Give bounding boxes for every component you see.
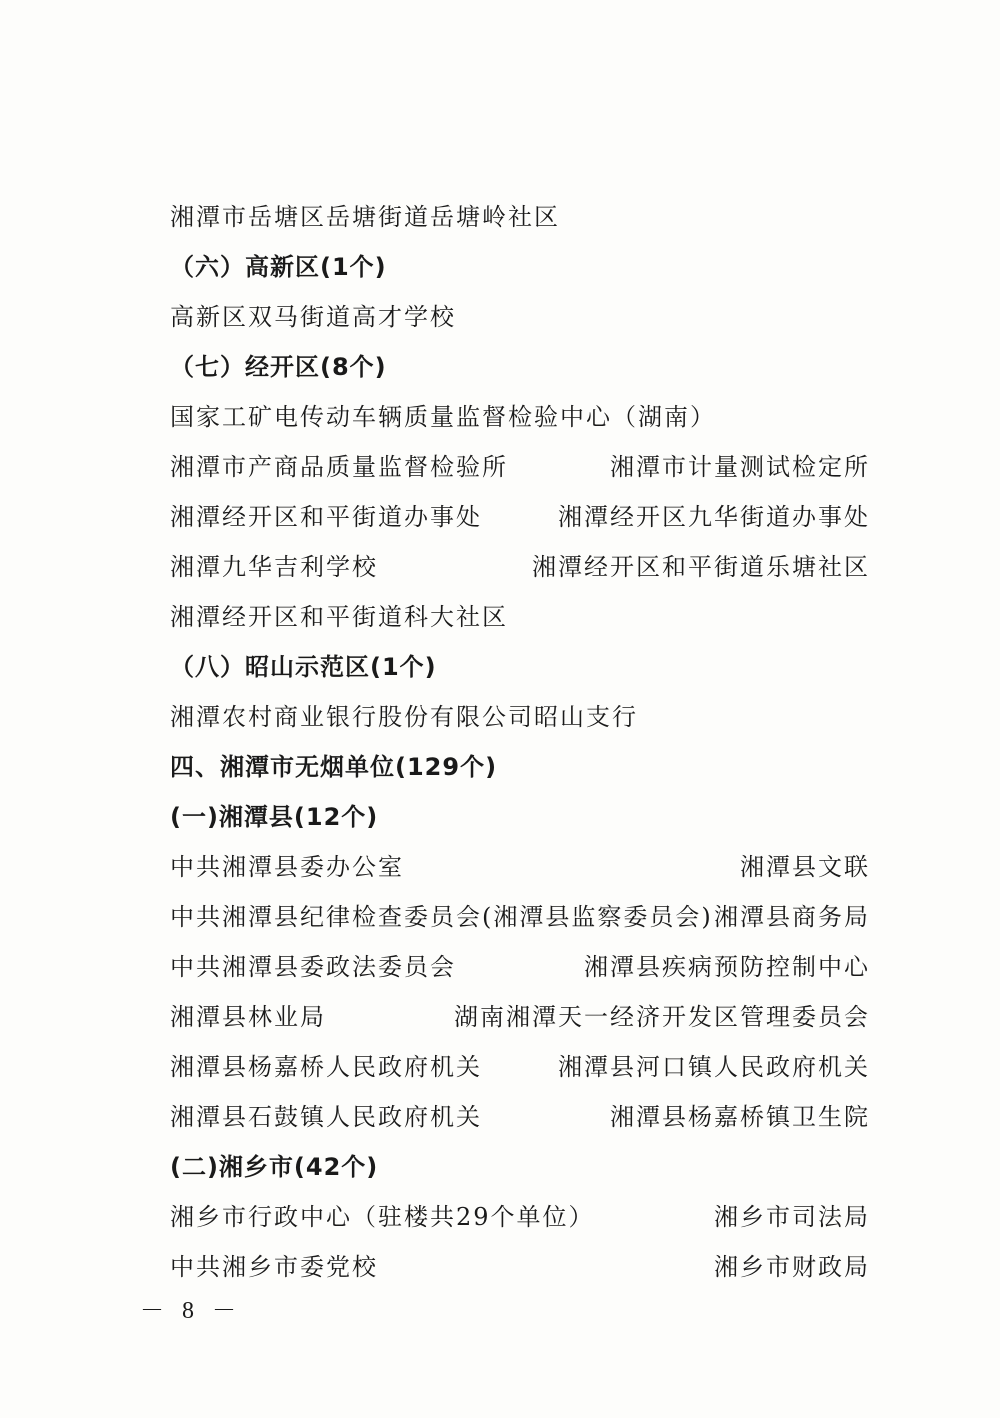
text-line <box>170 1094 870 1134</box>
line-left-text: 湘潭市岳塘区岳塘街道岳塘岭社区 <box>170 202 560 231</box>
line-left-text: 中共湘乡市委党校 <box>170 1252 378 1281</box>
line-left-text: 中共湘潭县委政法委员会 <box>170 952 456 981</box>
section-heading <box>170 1144 870 1184</box>
line-left-text: 湘潭县林业局 <box>170 1002 326 1031</box>
line-left-text: 湘潭市产商品质量监督检验所 <box>170 452 508 481</box>
line-left-text: 湘潭农村商业银行股份有限公司昭山支行 <box>170 702 638 731</box>
line-left-text: 湘潭县杨嘉桥人民政府机关 <box>170 1052 482 1081</box>
section-heading <box>170 744 870 784</box>
line-left-text: 高新区双马街道高才学校 <box>170 302 456 331</box>
line-left-text: 湘潭经开区和平街道科大社区 <box>170 602 508 631</box>
line-right-text: 湘潭市计量测试检定所 <box>610 452 870 481</box>
text-line <box>170 894 870 934</box>
heading-text: (二)湘乡市(42个) <box>170 1152 379 1181</box>
text-line <box>170 844 870 884</box>
line-right-text: 湘潭县疾病预防控制中心 <box>584 952 870 981</box>
text-line <box>170 1194 870 1234</box>
line-left-text: 湘潭经开区和平街道办事处 <box>170 502 482 531</box>
text-line <box>170 544 870 584</box>
line-right-text: 湘潭县文联 <box>740 852 870 881</box>
section-heading <box>170 344 870 384</box>
page-number: － 8 － <box>140 1298 242 1324</box>
heading-text: （七）经开区(8个) <box>170 352 387 381</box>
text-line <box>170 1244 870 1284</box>
line-left-text: 中共湘潭县委办公室 <box>170 852 404 881</box>
line-right-text: 湖南湘潭天一经济开发区管理委员会 <box>454 1002 870 1031</box>
line-left-text: 国家工矿电传动车辆质量监督检验中心（湖南） <box>170 402 716 431</box>
line-right-text: 湘潭经开区和平街道乐塘社区 <box>532 552 870 581</box>
text-line <box>170 1044 870 1084</box>
line-left-text: 中共湘潭县纪律检查委员会(湘潭县监察委员会) <box>170 902 713 931</box>
section-heading <box>170 644 870 684</box>
text-line <box>170 944 870 984</box>
heading-text: 四、湘潭市无烟单位(129个) <box>170 752 498 781</box>
text-line <box>170 294 870 334</box>
line-left-text: 湘潭县石鼓镇人民政府机关 <box>170 1102 482 1131</box>
text-line <box>170 444 870 484</box>
text-line <box>170 594 870 634</box>
line-right-text: 湘乡市财政局 <box>714 1252 870 1281</box>
text-line <box>170 994 870 1034</box>
text-line <box>170 494 870 534</box>
line-right-text: 湘潭县河口镇人民政府机关 <box>558 1052 870 1081</box>
line-left-text: 湘潭九华吉利学校 <box>170 552 378 581</box>
heading-text: （六）高新区(1个) <box>170 252 387 281</box>
heading-text: （八）昭山示范区(1个) <box>170 652 437 681</box>
line-right-text: 湘潭经开区九华街道办事处 <box>558 502 870 531</box>
line-right-text: 湘乡市司法局 <box>714 1202 870 1231</box>
line-right-text: 湘潭县商务局 <box>714 902 870 931</box>
line-left-text: 湘乡市行政中心（驻楼共29个单位） <box>170 1202 595 1231</box>
text-line <box>170 394 870 434</box>
heading-text: (一)湘潭县(12个) <box>170 802 379 831</box>
line-right-text: 湘潭县杨嘉桥镇卫生院 <box>610 1102 870 1131</box>
text-line <box>170 194 870 234</box>
section-heading <box>170 244 870 284</box>
text-line <box>170 694 870 734</box>
section-heading <box>170 794 870 834</box>
